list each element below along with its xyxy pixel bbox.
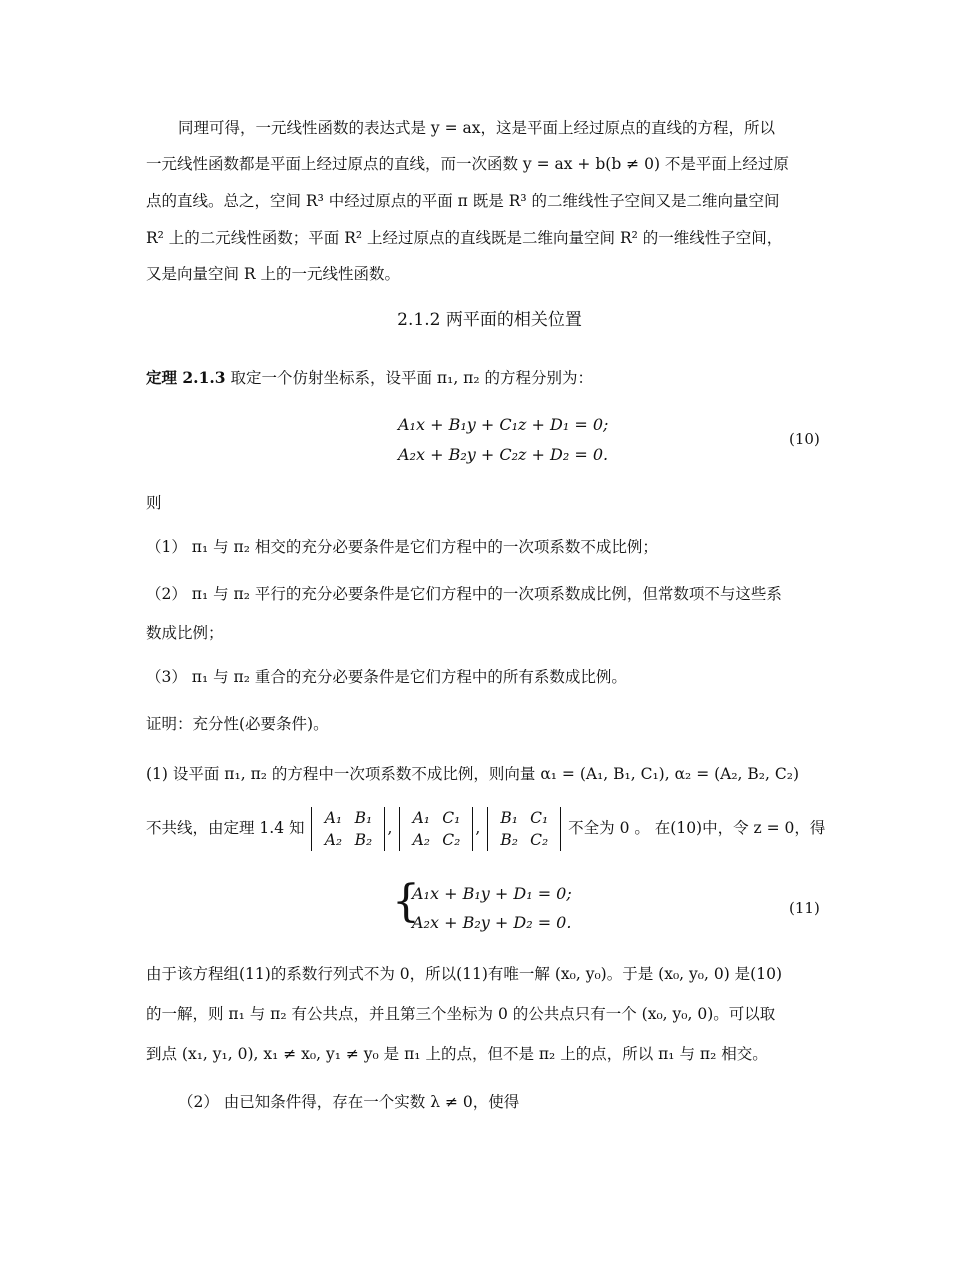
det-entry: C₂ [530, 831, 549, 849]
paragraph-line: 的一解，则 π₁ 与 π₂ 有公共点，并且第三个坐标为 0 的公共点只有一个 (x₀, y₀, 0)。可以取 [146, 1005, 776, 1023]
equation-10-line2: A₂x + B₂y + C₂z + D₂ = 0. [398, 445, 609, 464]
comma: , [475, 819, 481, 837]
then-text: 则 [146, 494, 162, 512]
paragraph-line: 又是向量空间 R 上的一元线性函数。 [146, 265, 401, 283]
proof-part-2: （2） 由已知条件得，存在一个实数 λ ≠ 0，使得 [178, 1093, 520, 1111]
item-2-continued: 数成比例； [146, 624, 224, 642]
proof-line-2 [146, 804, 826, 852]
theorem-label: 定理 2.1.3 [146, 368, 226, 387]
det-entry: A₂ [324, 831, 343, 849]
comma: , [387, 819, 393, 837]
paragraph-line: 点的直线。总之，空间 R³ 中经过原点的平面 π 既是 R³ 的二维线性子空间又是二维向量空间 [146, 192, 780, 210]
paragraph-line: 由于该方程组(11)的系数行列式不为 0，所以(11)有唯一解 (x₀, y₀)。于是 (x₀, y₀, 0) 是(10) [146, 965, 782, 983]
proof-text-post: 不全为 0 。 在(10)中，令 z = 0，得 [568, 819, 826, 837]
theorem-statement [146, 366, 826, 390]
paragraph-line: 一元线性函数都是平面上经过原点的直线，而一次函数 y = ax + b(b ≠ 0) 不是平面上经过原 [146, 155, 789, 173]
paragraph-line: 到点 (x₁, y₁, 0), x₁ ≠ x₀, y₁ ≠ y₀ 是 π₁ 上的点，但不是 π₂ 上的点，所以 π₁ 与 π₂ 相交。 [146, 1045, 768, 1063]
paragraph-line: R² 上的二元线性函数；平面 R² 上经过原点的直线既是二维向量空间 R² 的一维线性子空间， [146, 229, 783, 247]
proof-text-pre: 不共线，由定理 1.4 知 [146, 819, 305, 837]
det-entry: C₁ [530, 809, 549, 827]
item-1: （1） π₁ 与 π₂ 相交的充分必要条件是它们方程中的一次项系数不成比例； [146, 538, 658, 556]
det-entry: B₂ [354, 831, 373, 849]
determinant-bc [487, 807, 561, 851]
section-heading: 2.1.2 两平面的相关位置 [397, 310, 582, 330]
equation-number-11: (11) [789, 899, 820, 917]
det-entry: A₁ [324, 809, 343, 827]
det-entry: C₂ [442, 831, 461, 849]
det-entry: A₂ [412, 831, 431, 849]
item-3: （3） π₁ 与 π₂ 重合的充分必要条件是它们方程中的所有系数成比例。 [146, 668, 627, 686]
equation-11-line1: A₁x + B₁y + D₁ = 0; [412, 884, 572, 903]
det-entry: A₁ [412, 809, 431, 827]
paragraph-line: 同理可得，一元线性函数的表达式是 y = ax，这是平面上经过原点的直线的方程，所以 [178, 119, 776, 137]
system-brace: { [392, 876, 420, 927]
equation-11-line2: A₂x + B₂y + D₂ = 0. [412, 913, 572, 932]
equation-10-line1: A₁x + B₁y + C₁z + D₁ = 0; [398, 415, 609, 434]
det-entry: B₂ [500, 831, 518, 849]
proof-intro: 证明：充分性(必要条件)。 [146, 715, 329, 733]
det-entry: B₁ [354, 809, 373, 827]
item-2: （2） π₁ 与 π₂ 平行的充分必要条件是它们方程中的一次项系数成比例，但常数项不与这些系 [146, 585, 782, 603]
theorem-text: 取定一个仿射坐标系，设平面 π₁, π₂ 的方程分别为： [230, 369, 593, 387]
det-entry: B₁ [500, 809, 518, 827]
equation-number-10: (10) [789, 430, 820, 448]
determinant-ac [399, 807, 473, 851]
determinant-ab [311, 807, 385, 851]
proof-line-1: (1) 设平面 π₁, π₂ 的方程中一次项系数不成比例，则向量 α₁ = (A₁, B₁, C₁), α₂ = (A₂, B₂, C₂) [146, 765, 799, 783]
det-entry: C₁ [442, 809, 461, 827]
